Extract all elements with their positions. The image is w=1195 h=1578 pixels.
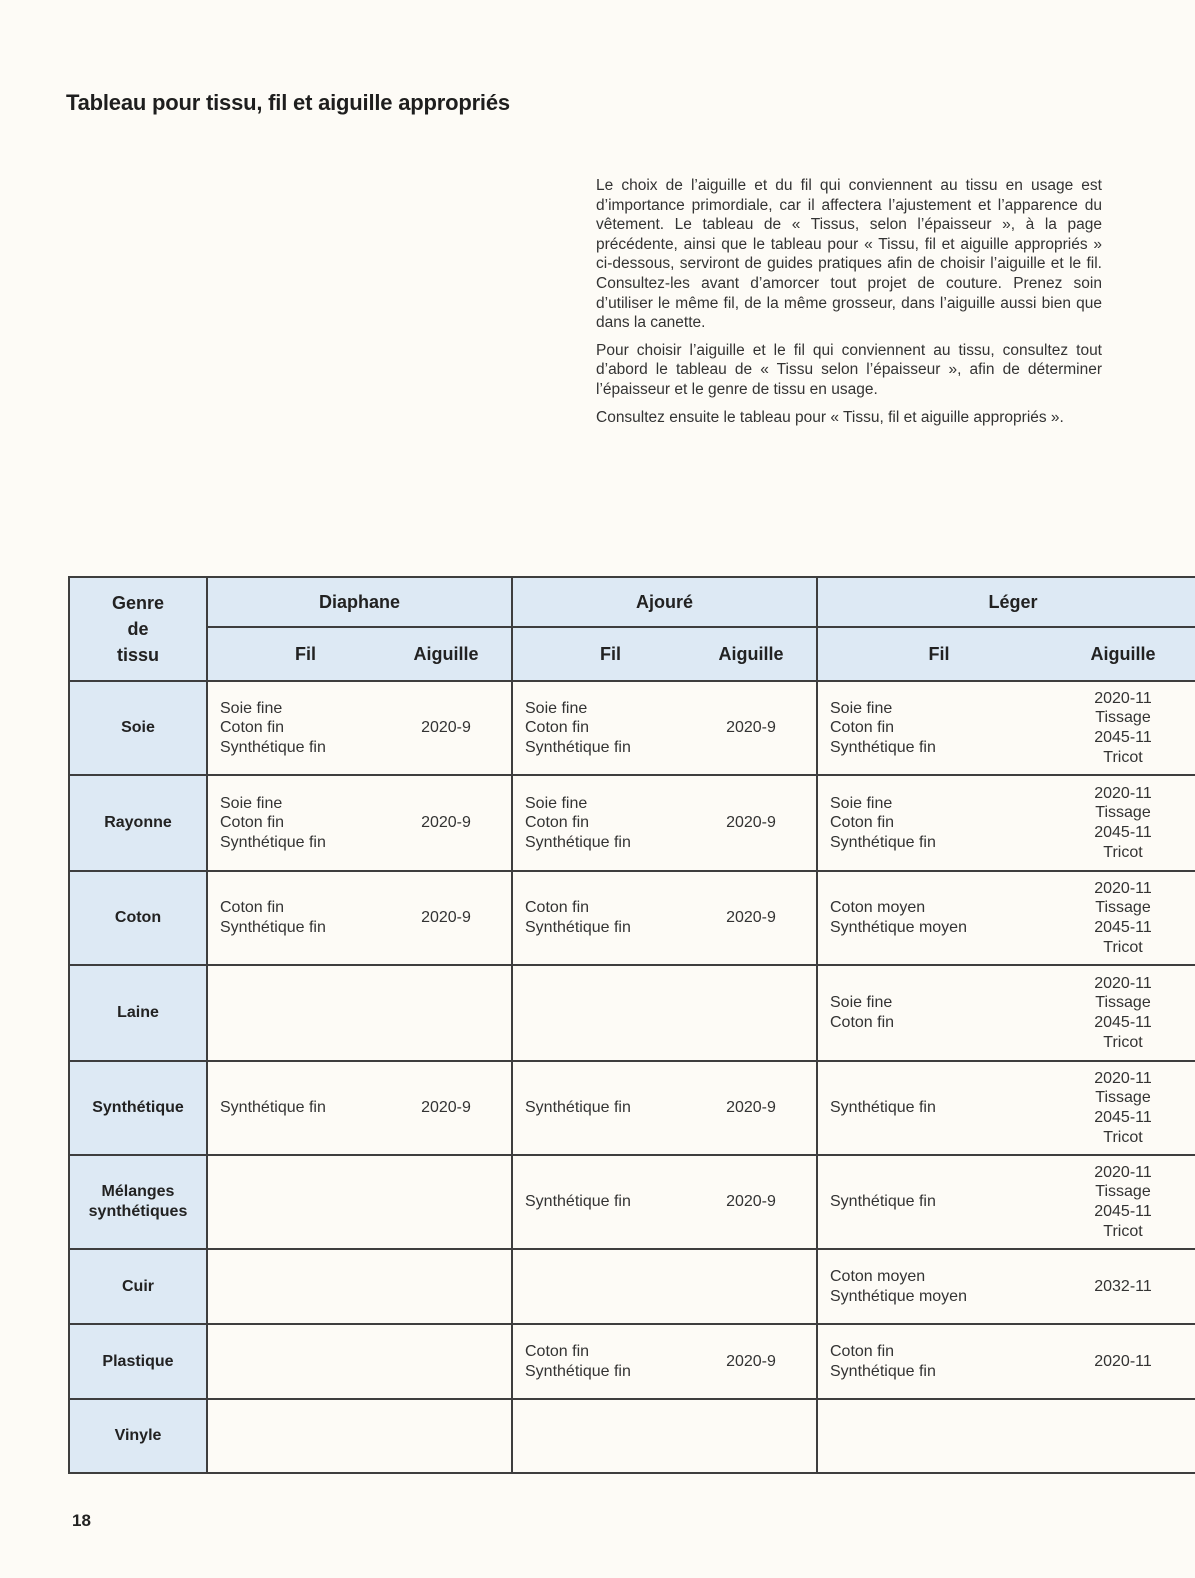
subheader-fil: Fil	[600, 643, 621, 664]
cell-fil	[220, 1098, 391, 1118]
table-cell	[207, 1249, 512, 1324]
table-cell	[817, 1249, 1195, 1324]
cell-aiguille	[696, 1352, 806, 1372]
subheader-fil: Fil	[295, 643, 316, 664]
fil-line: Synthétique fin	[830, 833, 936, 851]
subheader-aiguille: Aiguille	[718, 643, 784, 664]
fil-line: Coton fin	[525, 814, 590, 832]
cell-fil	[525, 898, 696, 937]
fil-line: Coton moyen	[830, 899, 926, 917]
header-line: Genre	[111, 593, 165, 613]
aiguille-line: 2045-11	[1094, 729, 1152, 746]
table-cell	[817, 871, 1195, 965]
fil-line: Synthétique fin	[830, 1099, 936, 1117]
table-row	[69, 1324, 1195, 1399]
cell-aiguille	[1048, 1352, 1195, 1372]
fil-line: Soie fine	[220, 794, 283, 812]
page-title: Tableau pour tissu, fil et aiguille appropriés	[66, 90, 510, 115]
table-cell	[207, 965, 512, 1061]
fil-line: Coton fin	[525, 719, 590, 737]
row-genre	[69, 775, 207, 871]
cell-aiguille	[696, 718, 806, 738]
cell-aiguille	[391, 718, 501, 738]
cell-fil	[525, 1342, 696, 1381]
table-row	[69, 1399, 1195, 1473]
fil-line: Synthétique fin	[830, 1193, 936, 1211]
cell-aiguille	[391, 1098, 501, 1118]
aiguille-line: Tricot	[1103, 1222, 1143, 1240]
table-row	[69, 681, 1195, 775]
table-cell	[512, 681, 817, 775]
header-line: tissu	[116, 645, 159, 665]
fil-line: Synthétique fin	[220, 833, 326, 851]
fil-line: Coton fin	[525, 1342, 590, 1360]
row-genre-line: Plastique	[102, 1352, 174, 1370]
aiguille-line: 2020-9	[726, 909, 776, 927]
table-cell	[817, 1061, 1195, 1155]
aiguille-line: 2020-9	[726, 1099, 776, 1117]
row-genre	[69, 1249, 207, 1324]
table-body	[69, 681, 1195, 1473]
table-row	[69, 775, 1195, 871]
aiguille-line: 2045-11	[1094, 824, 1152, 841]
fil-line: Synthétique fin	[220, 919, 326, 936]
row-genre-line: Synthétique	[92, 1099, 184, 1116]
aiguille-line: Tissage	[1095, 1089, 1151, 1107]
aiguille-line: 2045-11	[1094, 1014, 1152, 1031]
row-genre	[69, 965, 207, 1061]
cell-aiguille	[1048, 974, 1195, 1052]
fil-line: Synthétique moyen	[830, 1287, 967, 1305]
row-genre	[69, 1324, 207, 1399]
aiguille-line: 2020-9	[726, 1352, 776, 1370]
table-cell	[207, 871, 512, 965]
cell-fil	[830, 1192, 1048, 1212]
aiguille-line: 2020-11	[1094, 1352, 1152, 1370]
cell-fil	[525, 794, 696, 853]
header-genre-de-tissu	[69, 577, 207, 681]
row-genre	[69, 1399, 207, 1473]
fil-line: Coton fin	[830, 719, 895, 737]
table-cell	[512, 1249, 817, 1324]
fil-line: Synthétique fin	[525, 1193, 631, 1211]
fil-line: Coton fin	[830, 1014, 895, 1031]
subheader-diaphane	[207, 627, 512, 681]
fil-line: Coton fin	[220, 719, 285, 737]
table-cell	[817, 681, 1195, 775]
aiguille-line: 2020-11	[1094, 879, 1152, 897]
page-number: 18	[72, 1511, 91, 1530]
aiguille-line: Tissage	[1095, 899, 1151, 917]
aiguille-line: Tricot	[1103, 938, 1143, 956]
fil-line: Synthétique fin	[220, 738, 326, 756]
row-genre-line: Laine	[117, 1004, 159, 1021]
aiguille-line: 2020-9	[421, 814, 471, 832]
cell-fil	[525, 1098, 696, 1118]
row-genre-line: Rayonne	[104, 814, 172, 831]
cell-fil	[830, 1267, 1048, 1306]
row-genre	[69, 1061, 207, 1155]
aiguille-line: 2020-11	[1094, 1069, 1152, 1087]
row-genre-line: Soie	[121, 719, 155, 736]
aiguille-line: 2020-11	[1094, 1163, 1152, 1181]
intro-paragraph: Pour choisir l’aiguille et le fil qui conviennent au tissu, consultez tout d’abord le tableau de « Tissu selon l’épaisseur », afin de déterminer l’épaisseur et le genre de tissu en usage.	[596, 341, 1102, 398]
fil-line: Soie fine	[220, 699, 283, 717]
table-cell	[512, 871, 817, 965]
aiguille-line: 2020-9	[421, 719, 471, 737]
cell-fil	[830, 1342, 1048, 1381]
cell-fil	[220, 794, 391, 853]
cell-fil	[830, 898, 1048, 937]
aiguille-line: 2020-9	[726, 814, 776, 832]
cell-aiguille	[391, 813, 501, 833]
aiguille-line: 2045-11	[1094, 1109, 1152, 1126]
fil-line: Synthétique fin	[525, 738, 631, 756]
table-cell	[512, 1324, 817, 1399]
fil-line: Coton fin	[830, 1342, 895, 1360]
row-genre-line: synthétiques	[88, 1203, 188, 1220]
cell-aiguille	[696, 908, 806, 928]
cell-fil	[220, 699, 391, 758]
aiguille-line: 2020-11	[1094, 974, 1152, 992]
fil-line: Coton fin	[220, 814, 285, 832]
subheader-leger	[817, 627, 1195, 681]
aiguille-line: 2020-9	[421, 1099, 471, 1117]
fil-line: Coton fin	[830, 814, 895, 832]
intro-paragraph: Le choix de l’aiguille et du fil qui conviennent au tissu en usage est d’importance primordiale, car il affectera l’ajustement et l’apparence du vêtement. Le tableau de « Tissus, selon l’épaisseur », à la page précédente, ainsi que le tableau pour « Tissu, fil et aiguille appropriés » ci-dessous, serviront de guides pratiques afin de choisir l’aiguille et le fil. Consultez-les avant d’amorcer tout projet de couture. Prenez soin d’utiliser le même fil, de la même grosseur, dans l’aiguille aussi bien que dans la canette.	[596, 177, 1102, 332]
aiguille-line: 2045-11	[1094, 1203, 1152, 1220]
table-cell	[207, 775, 512, 871]
cell-aiguille	[1048, 1069, 1195, 1147]
table-cell	[817, 775, 1195, 871]
table-cell	[817, 1399, 1195, 1473]
fil-line: Soie fine	[525, 794, 588, 812]
intro-paragraph: Consultez ensuite le tableau pour « Tissu, fil et aiguille appropriés ».	[596, 408, 1064, 426]
aiguille-line: 2020-11	[1094, 689, 1152, 707]
table-cell	[817, 1155, 1195, 1249]
table-cell	[817, 965, 1195, 1061]
aiguille-line: 2020-9	[726, 1193, 776, 1211]
fil-line: Coton moyen	[830, 1267, 926, 1285]
table-cell	[817, 1324, 1195, 1399]
fil-line: Synthétique fin	[525, 1362, 631, 1380]
aiguille-line: Tricot	[1103, 748, 1143, 766]
subheader-aiguille: Aiguille	[1090, 643, 1156, 664]
table-cell	[512, 1155, 817, 1249]
fil-line: Synthétique fin	[220, 1099, 326, 1117]
table-cell	[512, 1399, 817, 1473]
aiguille-line: Tricot	[1103, 1033, 1143, 1051]
row-genre	[69, 681, 207, 775]
table-row	[69, 1249, 1195, 1324]
cell-fil	[525, 1192, 696, 1212]
table-row	[69, 871, 1195, 965]
aiguille-line: Tissage	[1095, 994, 1151, 1012]
table-cell	[207, 1155, 512, 1249]
subheader-aiguille: Aiguille	[413, 643, 479, 664]
row-genre-line: Vinyle	[114, 1427, 162, 1444]
fabric-thread-needle-table	[68, 576, 1195, 1474]
cell-aiguille	[696, 1192, 806, 1212]
table-row	[69, 1155, 1195, 1249]
aiguille-line: 2020-9	[726, 719, 776, 737]
fil-line: Synthétique moyen	[830, 919, 967, 936]
fil-line: Synthétique fin	[830, 1362, 936, 1380]
header-line: de	[127, 619, 149, 639]
aiguille-line: Tricot	[1103, 843, 1143, 861]
fil-line: Synthétique fin	[830, 738, 936, 756]
aiguille-line: Tissage	[1095, 804, 1151, 822]
fil-line: Coton fin	[220, 899, 285, 917]
aiguille-line: 2032-11	[1094, 1277, 1152, 1295]
cell-fil	[220, 898, 391, 937]
table-cell	[207, 1061, 512, 1155]
header-ajoure: Ajouré	[512, 577, 817, 627]
fil-line: Soie fine	[525, 699, 588, 717]
cell-fil	[830, 699, 1048, 758]
cell-aiguille	[696, 1098, 806, 1118]
row-genre-line: Coton	[114, 909, 162, 926]
subheader-ajoure	[512, 627, 817, 681]
cell-fil	[830, 1098, 1048, 1118]
cell-aiguille	[1048, 1163, 1195, 1241]
fil-line: Synthétique fin	[525, 833, 631, 851]
cell-aiguille	[1048, 784, 1195, 862]
table-row	[69, 1061, 1195, 1155]
fil-line: Soie fine	[830, 994, 893, 1012]
table-cell	[512, 965, 817, 1061]
subheader-fil: Fil	[928, 643, 950, 664]
aiguille-line: 2020-11	[1094, 784, 1152, 802]
row-genre-line: Mélanges	[101, 1183, 175, 1200]
fil-line: Synthétique fin	[525, 1099, 631, 1117]
fil-line: Synthétique fin	[525, 919, 631, 936]
cell-fil	[525, 699, 696, 758]
header-leger: Léger	[817, 577, 1195, 627]
cell-fil	[830, 993, 1048, 1032]
table-row	[69, 965, 1195, 1061]
aiguille-line: Tissage	[1095, 709, 1151, 727]
aiguille-line: 2045-11	[1094, 919, 1152, 936]
cell-fil	[830, 794, 1048, 853]
cell-aiguille	[1048, 879, 1195, 957]
table-cell	[207, 1324, 512, 1399]
intro-text	[596, 176, 1102, 435]
row-genre-line: Cuir	[122, 1277, 154, 1295]
row-genre	[69, 871, 207, 965]
header-diaphane: Diaphane	[207, 577, 512, 627]
cell-aiguille	[391, 908, 501, 928]
aiguille-line: 2020-9	[421, 909, 471, 927]
cell-aiguille	[1048, 689, 1195, 767]
fil-line: Soie fine	[830, 794, 893, 812]
cell-aiguille	[1048, 1277, 1195, 1297]
table-cell	[207, 681, 512, 775]
fil-line: Soie fine	[830, 699, 893, 717]
table-cell	[512, 1061, 817, 1155]
row-genre	[69, 1155, 207, 1249]
aiguille-line: Tissage	[1095, 1183, 1151, 1201]
table-cell	[207, 1399, 512, 1473]
cell-aiguille	[696, 813, 806, 833]
fil-line: Coton fin	[525, 899, 590, 917]
table-cell	[512, 775, 817, 871]
aiguille-line: Tricot	[1103, 1128, 1143, 1146]
